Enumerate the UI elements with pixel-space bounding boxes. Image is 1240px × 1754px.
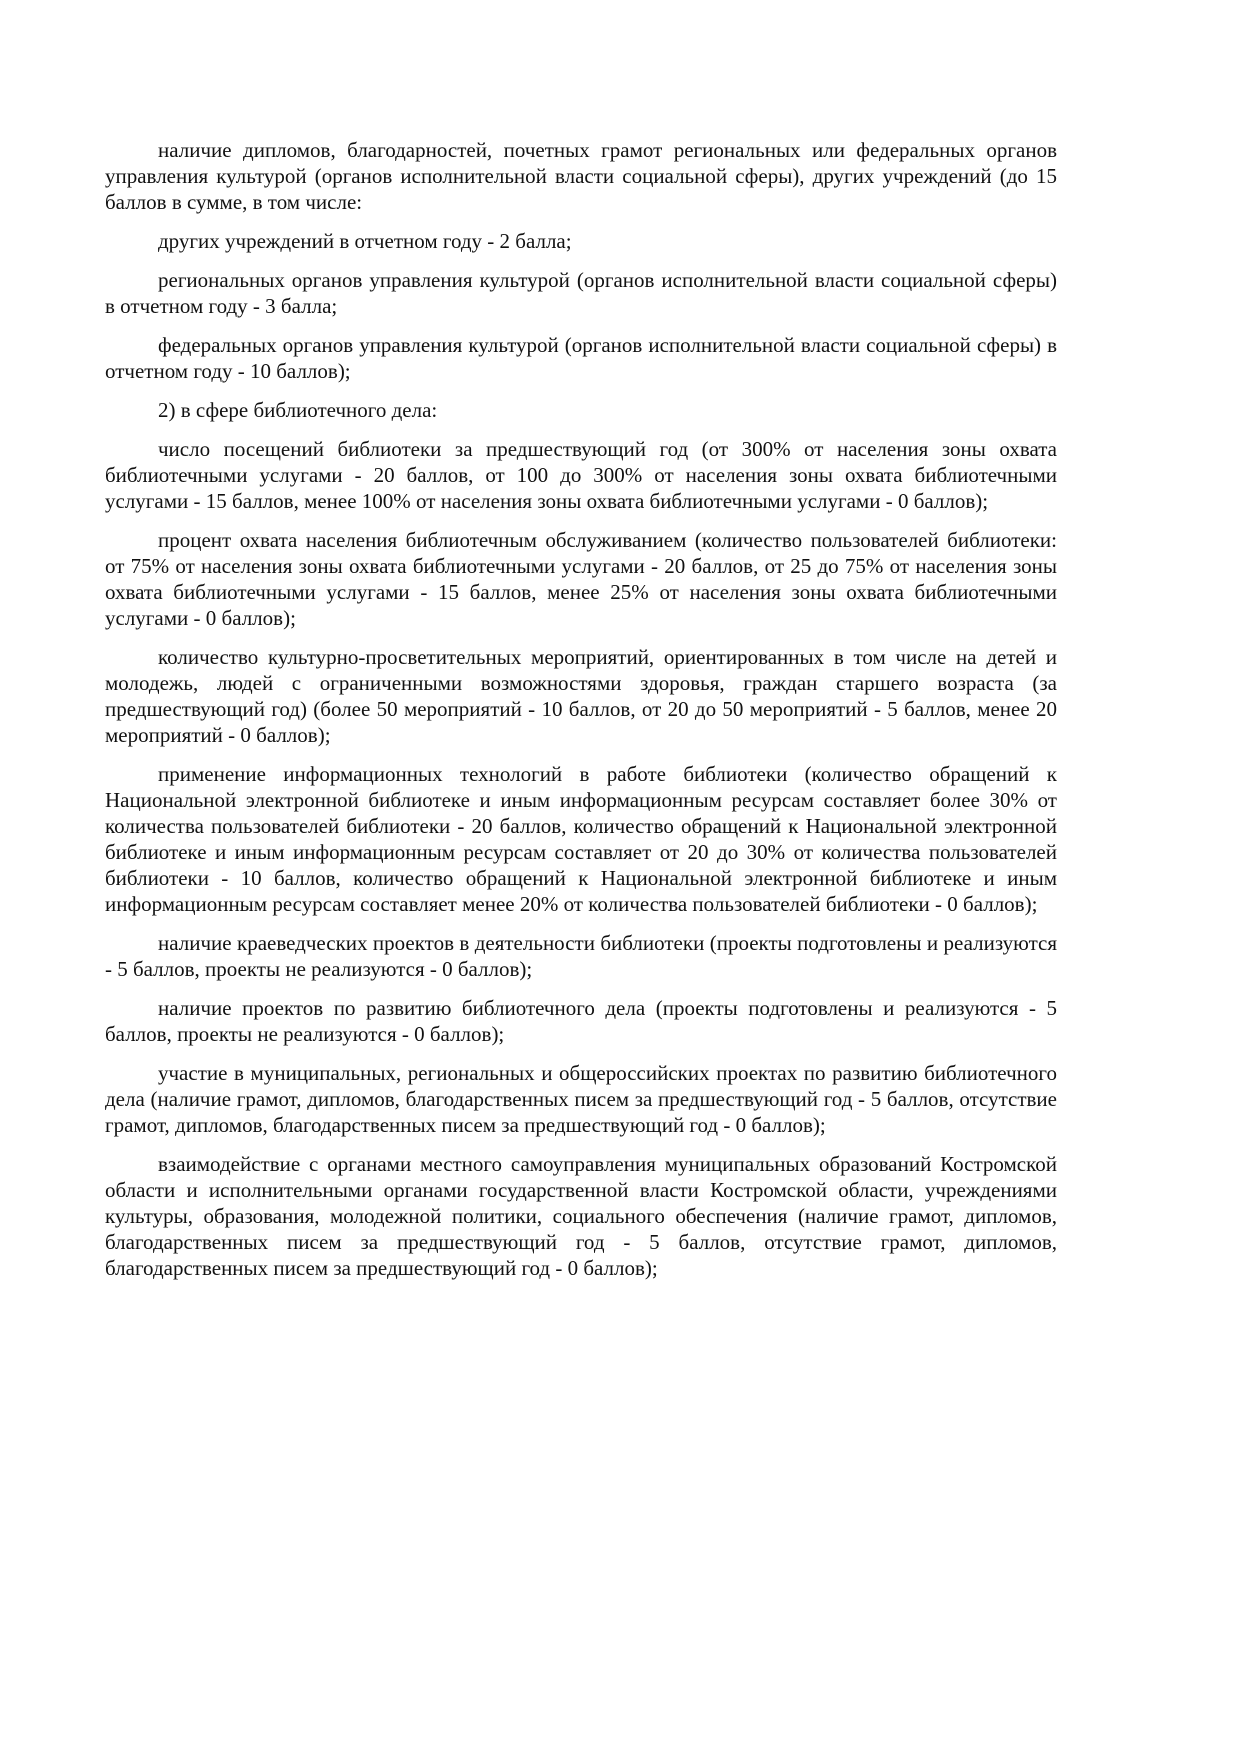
paragraph: федеральных органов управления культурой (органов исполнительной власти социальной сферы) в отчетном году - 10 баллов); bbox=[105, 333, 1057, 383]
section-heading: 2) в сфере библиотечного дела: bbox=[158, 398, 438, 422]
paragraph: применение информационных технологий в работе библиотеки (количество обращений к Национальной электронной библиотеке и иным информационным ресурсам составляет более 30% от количества пользователей библиотеки - 20 баллов, количество обращений к Национальной электронной библиотеке и иным информационным ресурсам составляет от 20 до 30% от количества пользователей библиотеки - 10 баллов, количество обращений к Национальной электронной библиотеке и иным информационным ресурсам составляет менее 20% от количества пользователей библиотеки - 0 баллов); bbox=[105, 762, 1057, 916]
paragraph: региональных органов управления культурой (органов исполнительной власти социальной сферы) в отчетном году - 3 балла; bbox=[105, 268, 1057, 318]
paragraph: количество культурно-просветительных мероприятий, ориентированных в том числе на детей и молодежь, людей с ограниченными возможностями здоровья, граждан старшего возраста (за предшествующий год) (более 50 мероприятий - 10 баллов, от 20 до 50 мероприятий - 5 баллов, менее 20 мероприятий - 0 баллов); bbox=[105, 645, 1057, 747]
paragraph: взаимодействие с органами местного самоуправления муниципальных образований Костромской области и исполнительными органами государственной власти Костромской области, учреждениями культуры, образования, молодежной политики, социального обеспечения (наличие грамот, дипломов, благодарственных писем за предшествующий год - 5 баллов, отсутствие грамот, дипломов, благодарственных писем за предшествующий год - 0 баллов); bbox=[105, 1152, 1057, 1280]
paragraph: процент охвата населения библиотечным обслуживанием (количество пользователей библиотеки: от 75% от населения зоны охвата библиотечными услугами - 20 баллов, от 25 до 75% от населения зоны охвата библиотечными услугами - 15 баллов, менее 25% от населения зоны охвата библиотечными услугами - 0 баллов); bbox=[105, 528, 1057, 630]
paragraph: наличие проектов по развитию библиотечного дела (проекты подготовлены и реализуются - 5 баллов, проекты не реализуются - 0 баллов); bbox=[105, 996, 1057, 1046]
paragraph: наличие дипломов, благодарностей, почетных грамот региональных или федеральных органов управления культурой (органов исполнительной власти социальной сферы), других учреждений (до 15 баллов в сумме, в том числе: bbox=[105, 138, 1057, 214]
paragraph: участие в муниципальных, региональных и общероссийских проектах по развитию библиотечного дела (наличие грамот, дипломов, благодарственных писем за предшествующий год - 5 баллов, отсутствие грамот, дипломов, благодарственных писем за предшествующий год - 0 баллов); bbox=[105, 1061, 1057, 1137]
paragraph: наличие краеведческих проектов в деятельности библиотеки (проекты подготовлены и реализуются - 5 баллов, проекты не реализуются - 0 баллов); bbox=[105, 931, 1057, 981]
document-page bbox=[105, 137, 1057, 1294]
paragraph: других учреждений в отчетном году - 2 балла; bbox=[158, 229, 572, 253]
paragraph: число посещений библиотеки за предшествующий год (от 300% от населения зоны охвата библиотечными услугами - 20 баллов, от 100 до 300% от населения зоны охвата библиотечными услугами - 15 баллов, менее 100% от населения зоны охвата библиотечными услугами - 0 баллов); bbox=[105, 437, 1057, 513]
